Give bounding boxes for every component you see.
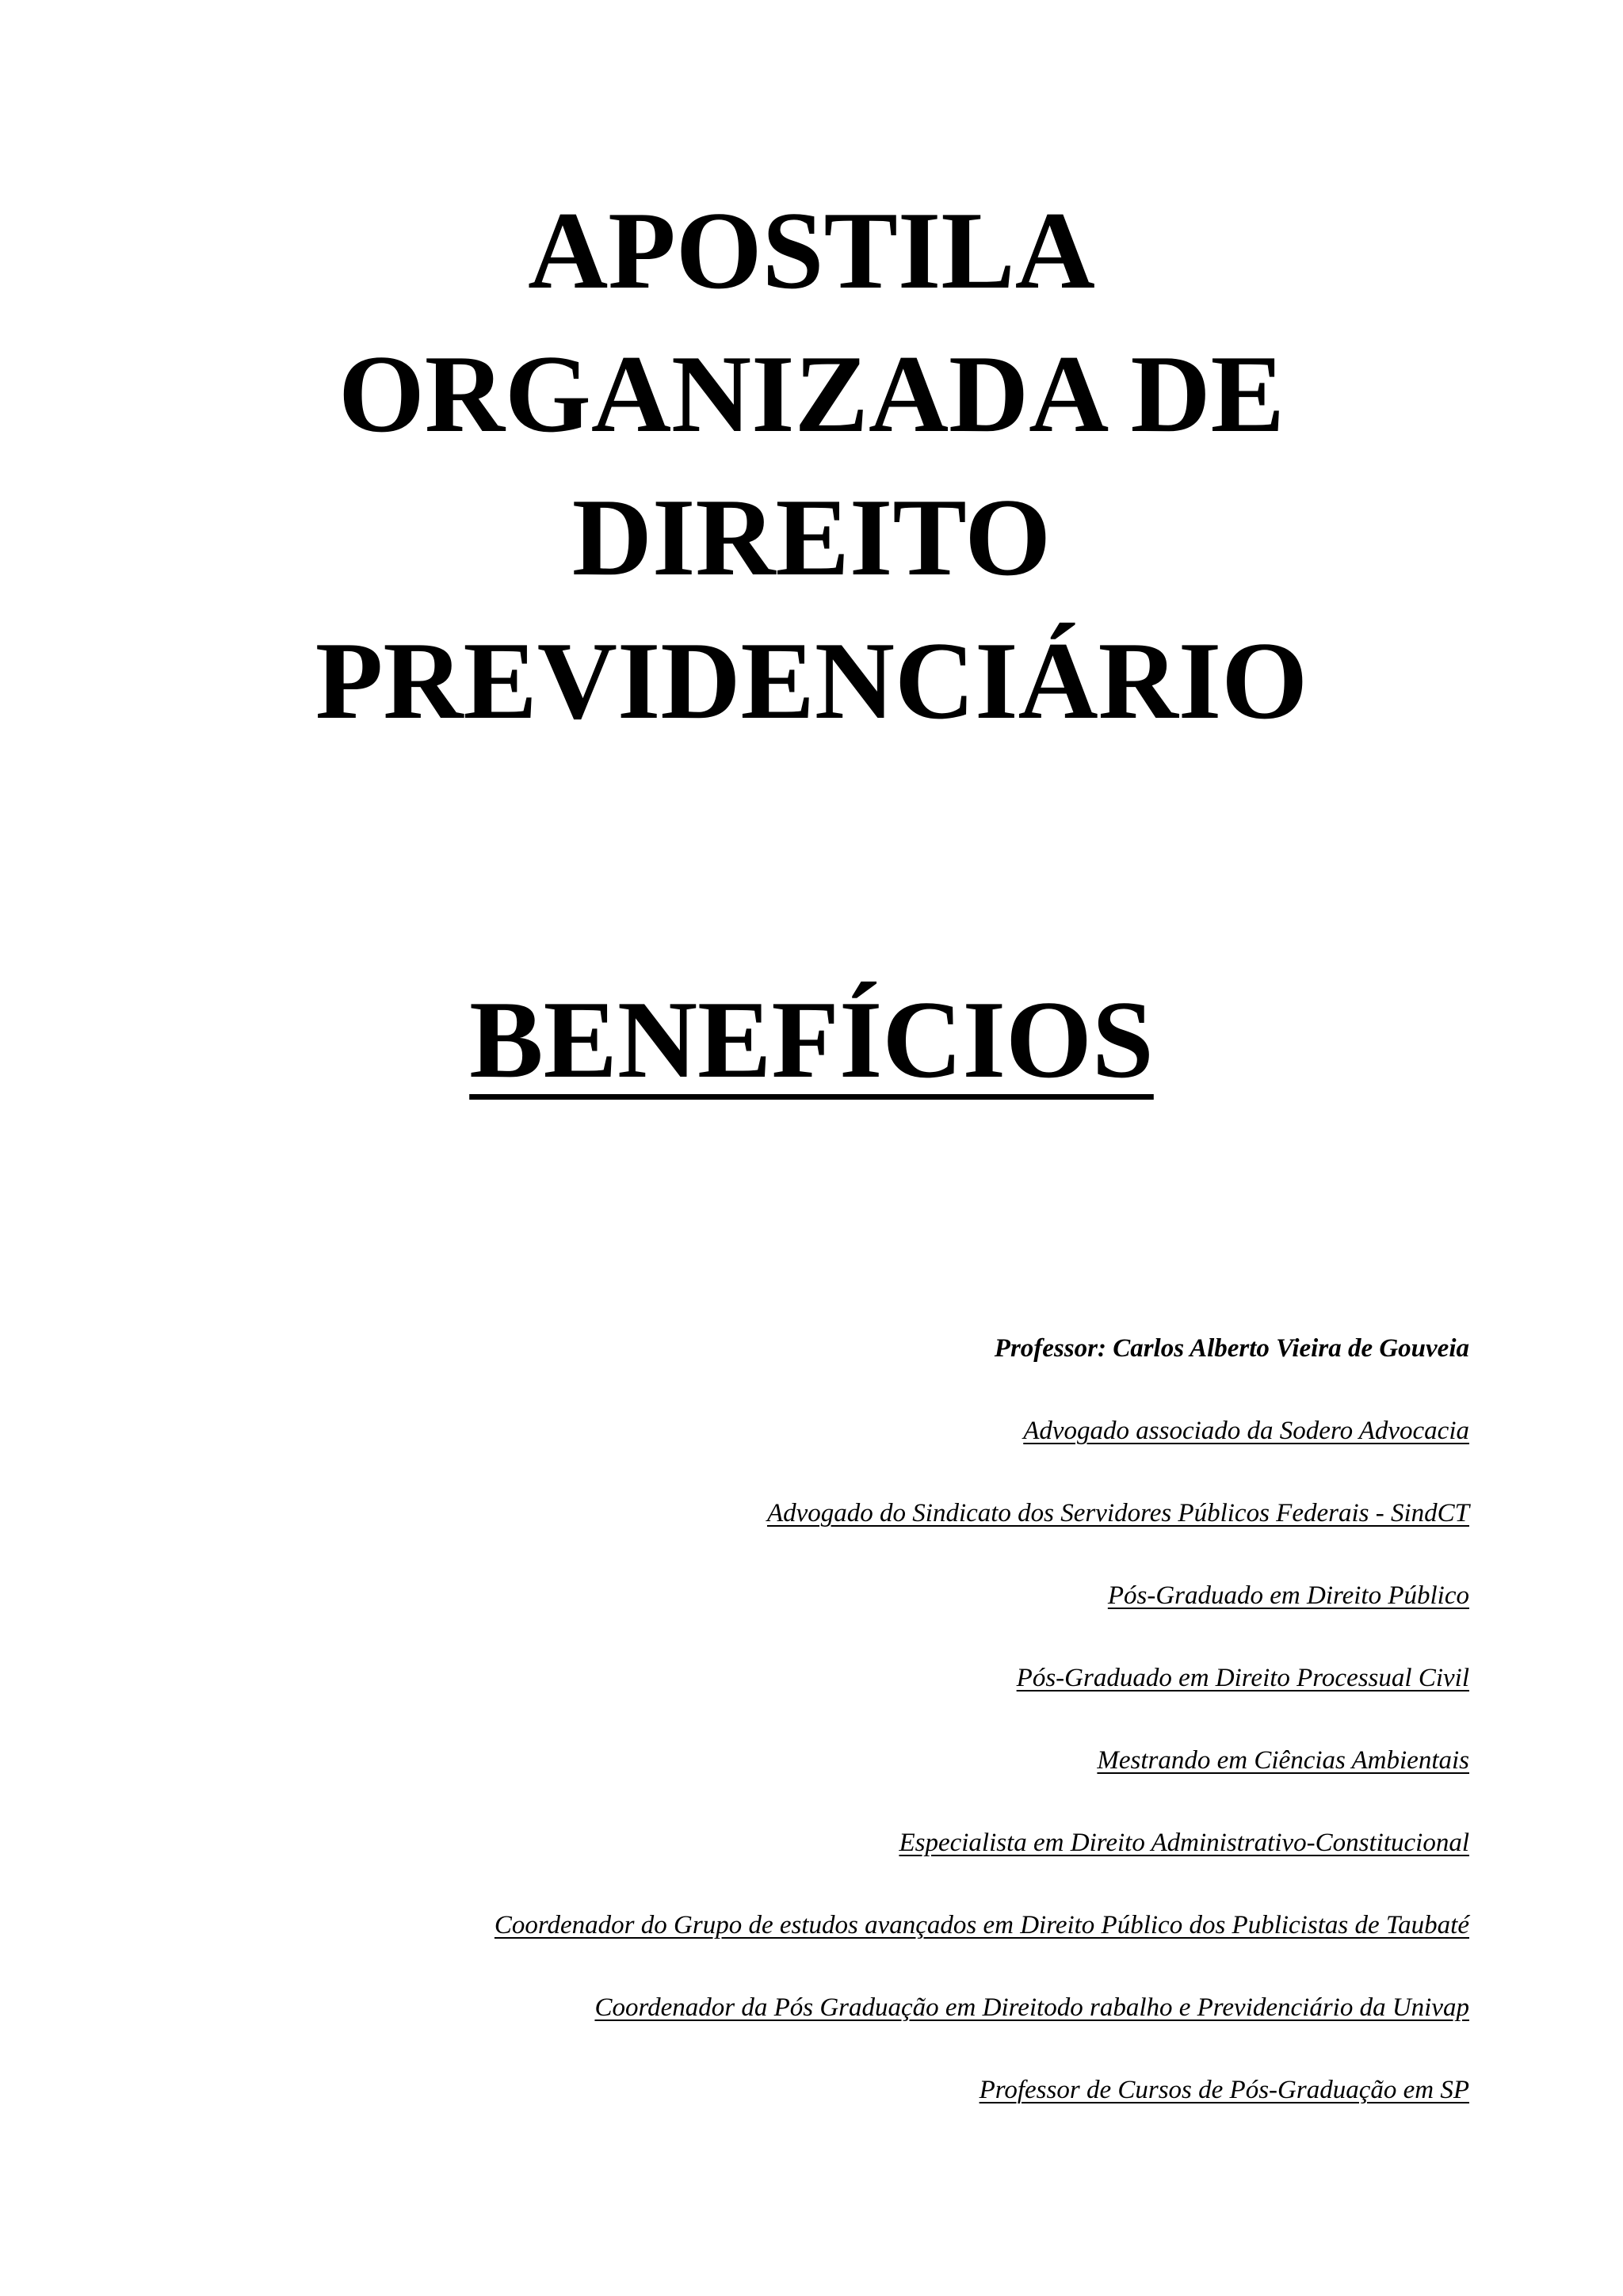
- title-line-3: DIREITO: [571, 476, 1052, 599]
- credential-text: Pós-Graduado em Direito Processual Civil: [1016, 1664, 1469, 1692]
- document-subtitle: [0, 973, 1623, 1108]
- credential-line: [122, 1743, 1469, 1825]
- credential-text: Pós-Graduado em Direito Público: [1107, 1581, 1469, 1610]
- document-title: [0, 179, 1623, 753]
- title-line-4: PREVIDENCIÁRIO: [315, 620, 1308, 742]
- credential-line: [122, 1908, 1469, 1990]
- author-name: [122, 1331, 1469, 1413]
- credential-text: Advogado associado da Sodero Advocacia: [1023, 1417, 1469, 1445]
- credential-line: [122, 2073, 1469, 2155]
- credential-text: Professor de Cursos de Pós-Graduação em SP: [979, 2076, 1469, 2104]
- author-credits: [122, 1331, 1469, 2155]
- credential-line: [122, 1413, 1469, 1496]
- author-name-text: Professor: Carlos Alberto Vieira de Gouveia: [994, 1334, 1469, 1363]
- credential-text: Coordenador do Grupo de estudos avançados em Direito Público dos Publicistas de Taubaté: [494, 1911, 1469, 1939]
- subtitle-text: BENEFÍCIOS: [469, 978, 1154, 1101]
- credential-line: [122, 1825, 1469, 1908]
- credential-line: [122, 1990, 1469, 2073]
- credential-text: Advogado do Sindicato dos Servidores Públicos Federais - SindCT: [766, 1499, 1469, 1527]
- credential-line: [122, 1661, 1469, 1743]
- credential-text: Especialista em Direito Administrativo-Constitucional: [899, 1829, 1469, 1857]
- credential-line: [122, 1496, 1469, 1578]
- credential-text: Coordenador da Pós Graduação em Direitodo rabalho e Previdenciário da Univap: [594, 1993, 1469, 2022]
- title-line-1: APOSTILA: [528, 189, 1095, 312]
- credential-text: Mestrando em Ciências Ambientais: [1097, 1746, 1469, 1775]
- credential-line: [122, 1578, 1469, 1661]
- title-line-2: ORGANIZADA DE: [338, 333, 1285, 456]
